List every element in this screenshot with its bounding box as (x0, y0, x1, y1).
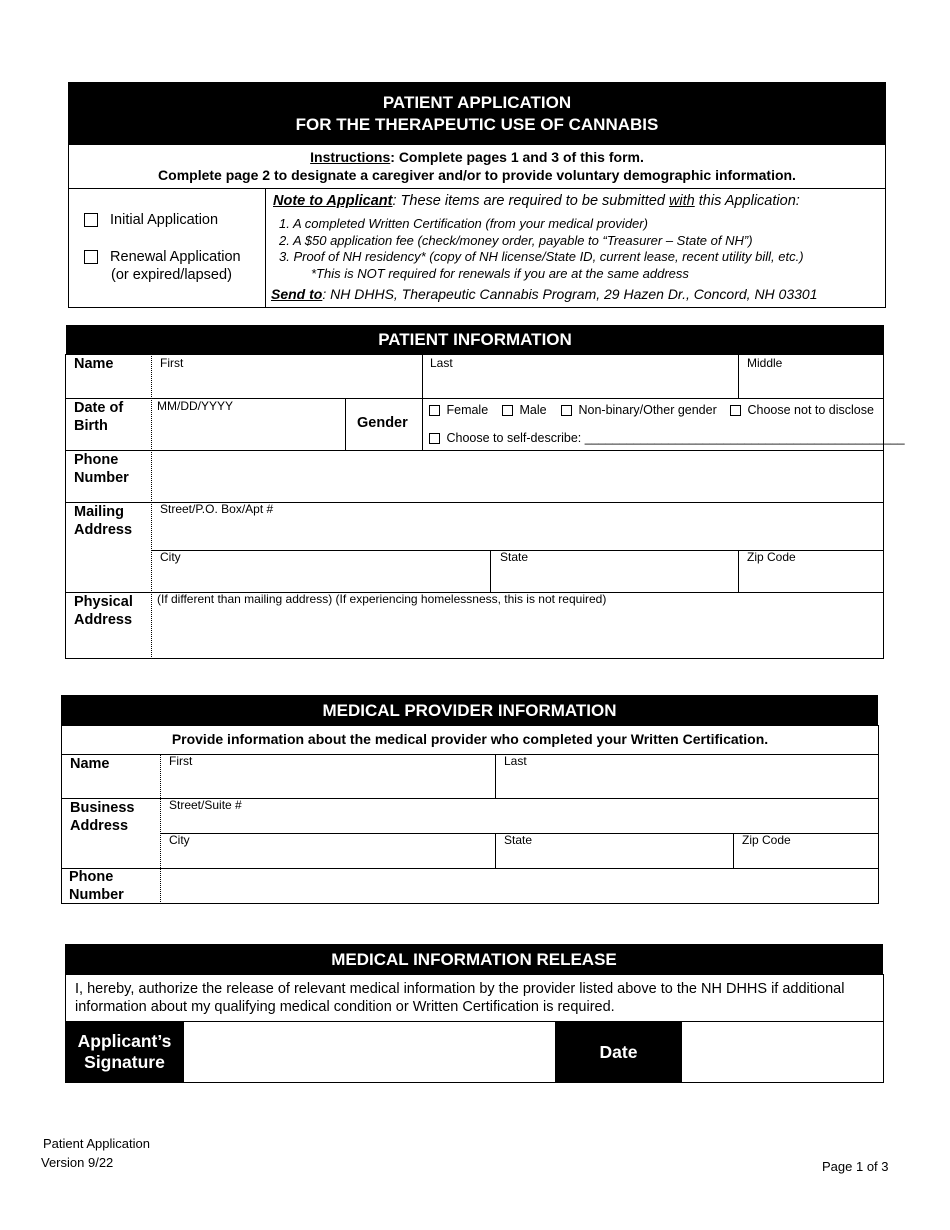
provider-zip-hint: Zip Code (742, 833, 791, 847)
gender-not-disclose-checkbox[interactable] (730, 405, 741, 416)
note-item: *This is NOT required for renewals if you are at the same address (311, 265, 689, 281)
patient-phone-field[interactable] (152, 450, 884, 502)
form-title-line2: FOR THE THERAPEUTIC USE OF CANNABIS (295, 115, 659, 134)
note-item: 2. A $50 application fee (check/money order, payable to “Treasurer – State of NH”) (279, 232, 753, 248)
patient-first-hint: First (160, 356, 184, 370)
provider-city-field[interactable] (161, 833, 495, 868)
patient-physical-address-field[interactable] (152, 592, 884, 659)
gender-option-female[interactable]: Female (429, 403, 488, 417)
signature-label-cell: Applicant’s Signature (65, 1021, 184, 1083)
patient-first-name-field[interactable] (152, 354, 422, 398)
patient-state-field[interactable] (491, 550, 738, 592)
instructions-box (68, 144, 886, 189)
footer-page-number: Page 1 of 3 (822, 1159, 889, 1174)
applicant-signature-field[interactable] (185, 1022, 555, 1082)
provider-first-name-field[interactable] (161, 754, 495, 798)
initial-application-option[interactable] (84, 212, 218, 228)
instructions-line2: Complete page 2 to designate a caregiver and/or to provide voluntary demographic information. (158, 167, 796, 183)
patient-zip-field[interactable] (739, 550, 884, 592)
provider-first-hint: First (169, 754, 193, 768)
send-to-address: : NH DHHS, Therapeutic Cannabis Program, 29 Hazen Dr., Concord, NH 03301 (322, 286, 818, 302)
renewal-application-sublabel: (or expired/lapsed) (111, 267, 232, 283)
gender-option-self-describe[interactable] (429, 431, 905, 445)
release-statement: I, hereby, authorize the release of relevant medical information by the provider listed above to the NH DHHS if additional information about my qualifying medical condition or Written Certification is required. (75, 981, 845, 1015)
patient-phone-label: Phone Number (74, 452, 129, 486)
note-item: 1. A completed Written Certification (from your medical provider) (279, 216, 648, 231)
patient-state-hint: State (500, 550, 529, 564)
renewal-application-option[interactable] (84, 249, 241, 265)
patient-gender-label: Gender (357, 415, 408, 431)
footer-document-name: Patient Application (43, 1136, 150, 1151)
note-item: 3. Proof of NH residency* (copy of NH license/State ID, current lease, recent utility bill, etc.) (279, 249, 804, 264)
patient-middle-name-field[interactable] (739, 354, 884, 398)
send-to-label: Send to (271, 286, 323, 302)
patient-last-name-field[interactable] (423, 354, 738, 398)
patient-street-hint: Street/P.O. Box/Apt # (160, 502, 274, 516)
patient-zip-hint: Zip Code (747, 550, 796, 564)
gender-female-checkbox[interactable] (429, 405, 440, 416)
provider-information-title: MEDICAL PROVIDER INFORMATION (322, 701, 617, 720)
instructions-label: Instructions (310, 149, 391, 165)
provider-city-hint: City (169, 833, 190, 847)
provider-phone-label: Phone Number (69, 869, 124, 903)
form-title-line1: PATIENT APPLICATION (382, 93, 572, 112)
provider-street-field[interactable] (161, 798, 879, 833)
renewal-application-checkbox[interactable] (84, 250, 98, 264)
form-title-banner (68, 82, 886, 145)
gender-self-describe-field: Choose to self-describe: ______________________________________________ (446, 431, 905, 445)
patient-city-field[interactable] (152, 550, 490, 592)
note-items (279, 216, 804, 282)
gender-male-checkbox[interactable] (502, 405, 513, 416)
provider-phone-field[interactable] (161, 868, 879, 904)
provider-business-label: Business Address (70, 800, 135, 834)
provider-subtitle-row (61, 725, 879, 755)
note-label: Note to Applicant (273, 193, 393, 209)
gender-option-not-disclose[interactable]: Choose not to disclose (730, 403, 874, 417)
patient-dob-field[interactable] (152, 398, 345, 450)
date-label-cell: Date (555, 1021, 682, 1083)
provider-zip-field[interactable] (734, 833, 879, 868)
patient-information-header (66, 325, 884, 354)
patient-name-label: Name (74, 356, 114, 372)
gender-self-describe-checkbox[interactable] (429, 433, 440, 444)
initial-application-checkbox[interactable] (84, 213, 98, 227)
patient-information-title: PATIENT INFORMATION (378, 330, 572, 349)
instructions-text: : Complete pages 1 and 3 of this form. (390, 149, 644, 165)
patient-mailing-label: Mailing Address (74, 504, 133, 538)
release-statement-box (65, 974, 884, 1022)
provider-state-field[interactable] (496, 833, 733, 868)
patient-dob-hint: MM/DD/YYYY (157, 399, 234, 413)
gender-nonbinary-checkbox[interactable] (561, 405, 572, 416)
gender-option-nonbinary[interactable]: Non-binary/Other gender (561, 403, 717, 417)
provider-street-hint: Street/Suite # (169, 798, 242, 812)
provider-last-hint: Last (504, 754, 527, 768)
release-title: MEDICAL INFORMATION RELEASE (331, 950, 617, 969)
gender-option-male[interactable]: Male (502, 403, 547, 417)
release-header (65, 944, 883, 974)
renewal-application-label: Renewal Application (110, 249, 241, 265)
provider-information-header (61, 695, 878, 726)
provider-last-name-field[interactable] (496, 754, 879, 798)
patient-physical-hint: (If different than mailing address) (If experiencing homelessness, this is not required) (157, 592, 607, 606)
patient-dob-label: Date of Birth (74, 400, 124, 434)
provider-name-label: Name (70, 756, 110, 772)
send-to (271, 286, 817, 302)
note-heading: Note to Applicant: These items are required to be submitted with this Application: (273, 193, 800, 209)
patient-physical-label: Physical Address (74, 594, 133, 628)
patient-street-field[interactable] (152, 502, 884, 550)
patient-city-hint: City (160, 550, 181, 564)
signature-date-field[interactable] (683, 1022, 883, 1082)
patient-last-hint: Last (430, 356, 453, 370)
patient-middle-hint: Middle (747, 356, 783, 370)
provider-state-hint: State (504, 833, 533, 847)
initial-application-label: Initial Application (110, 212, 219, 228)
footer-version: Version 9/22 (41, 1155, 114, 1170)
provider-subtitle: Provide information about the medical provider who completed your Written Certification. (171, 731, 769, 747)
